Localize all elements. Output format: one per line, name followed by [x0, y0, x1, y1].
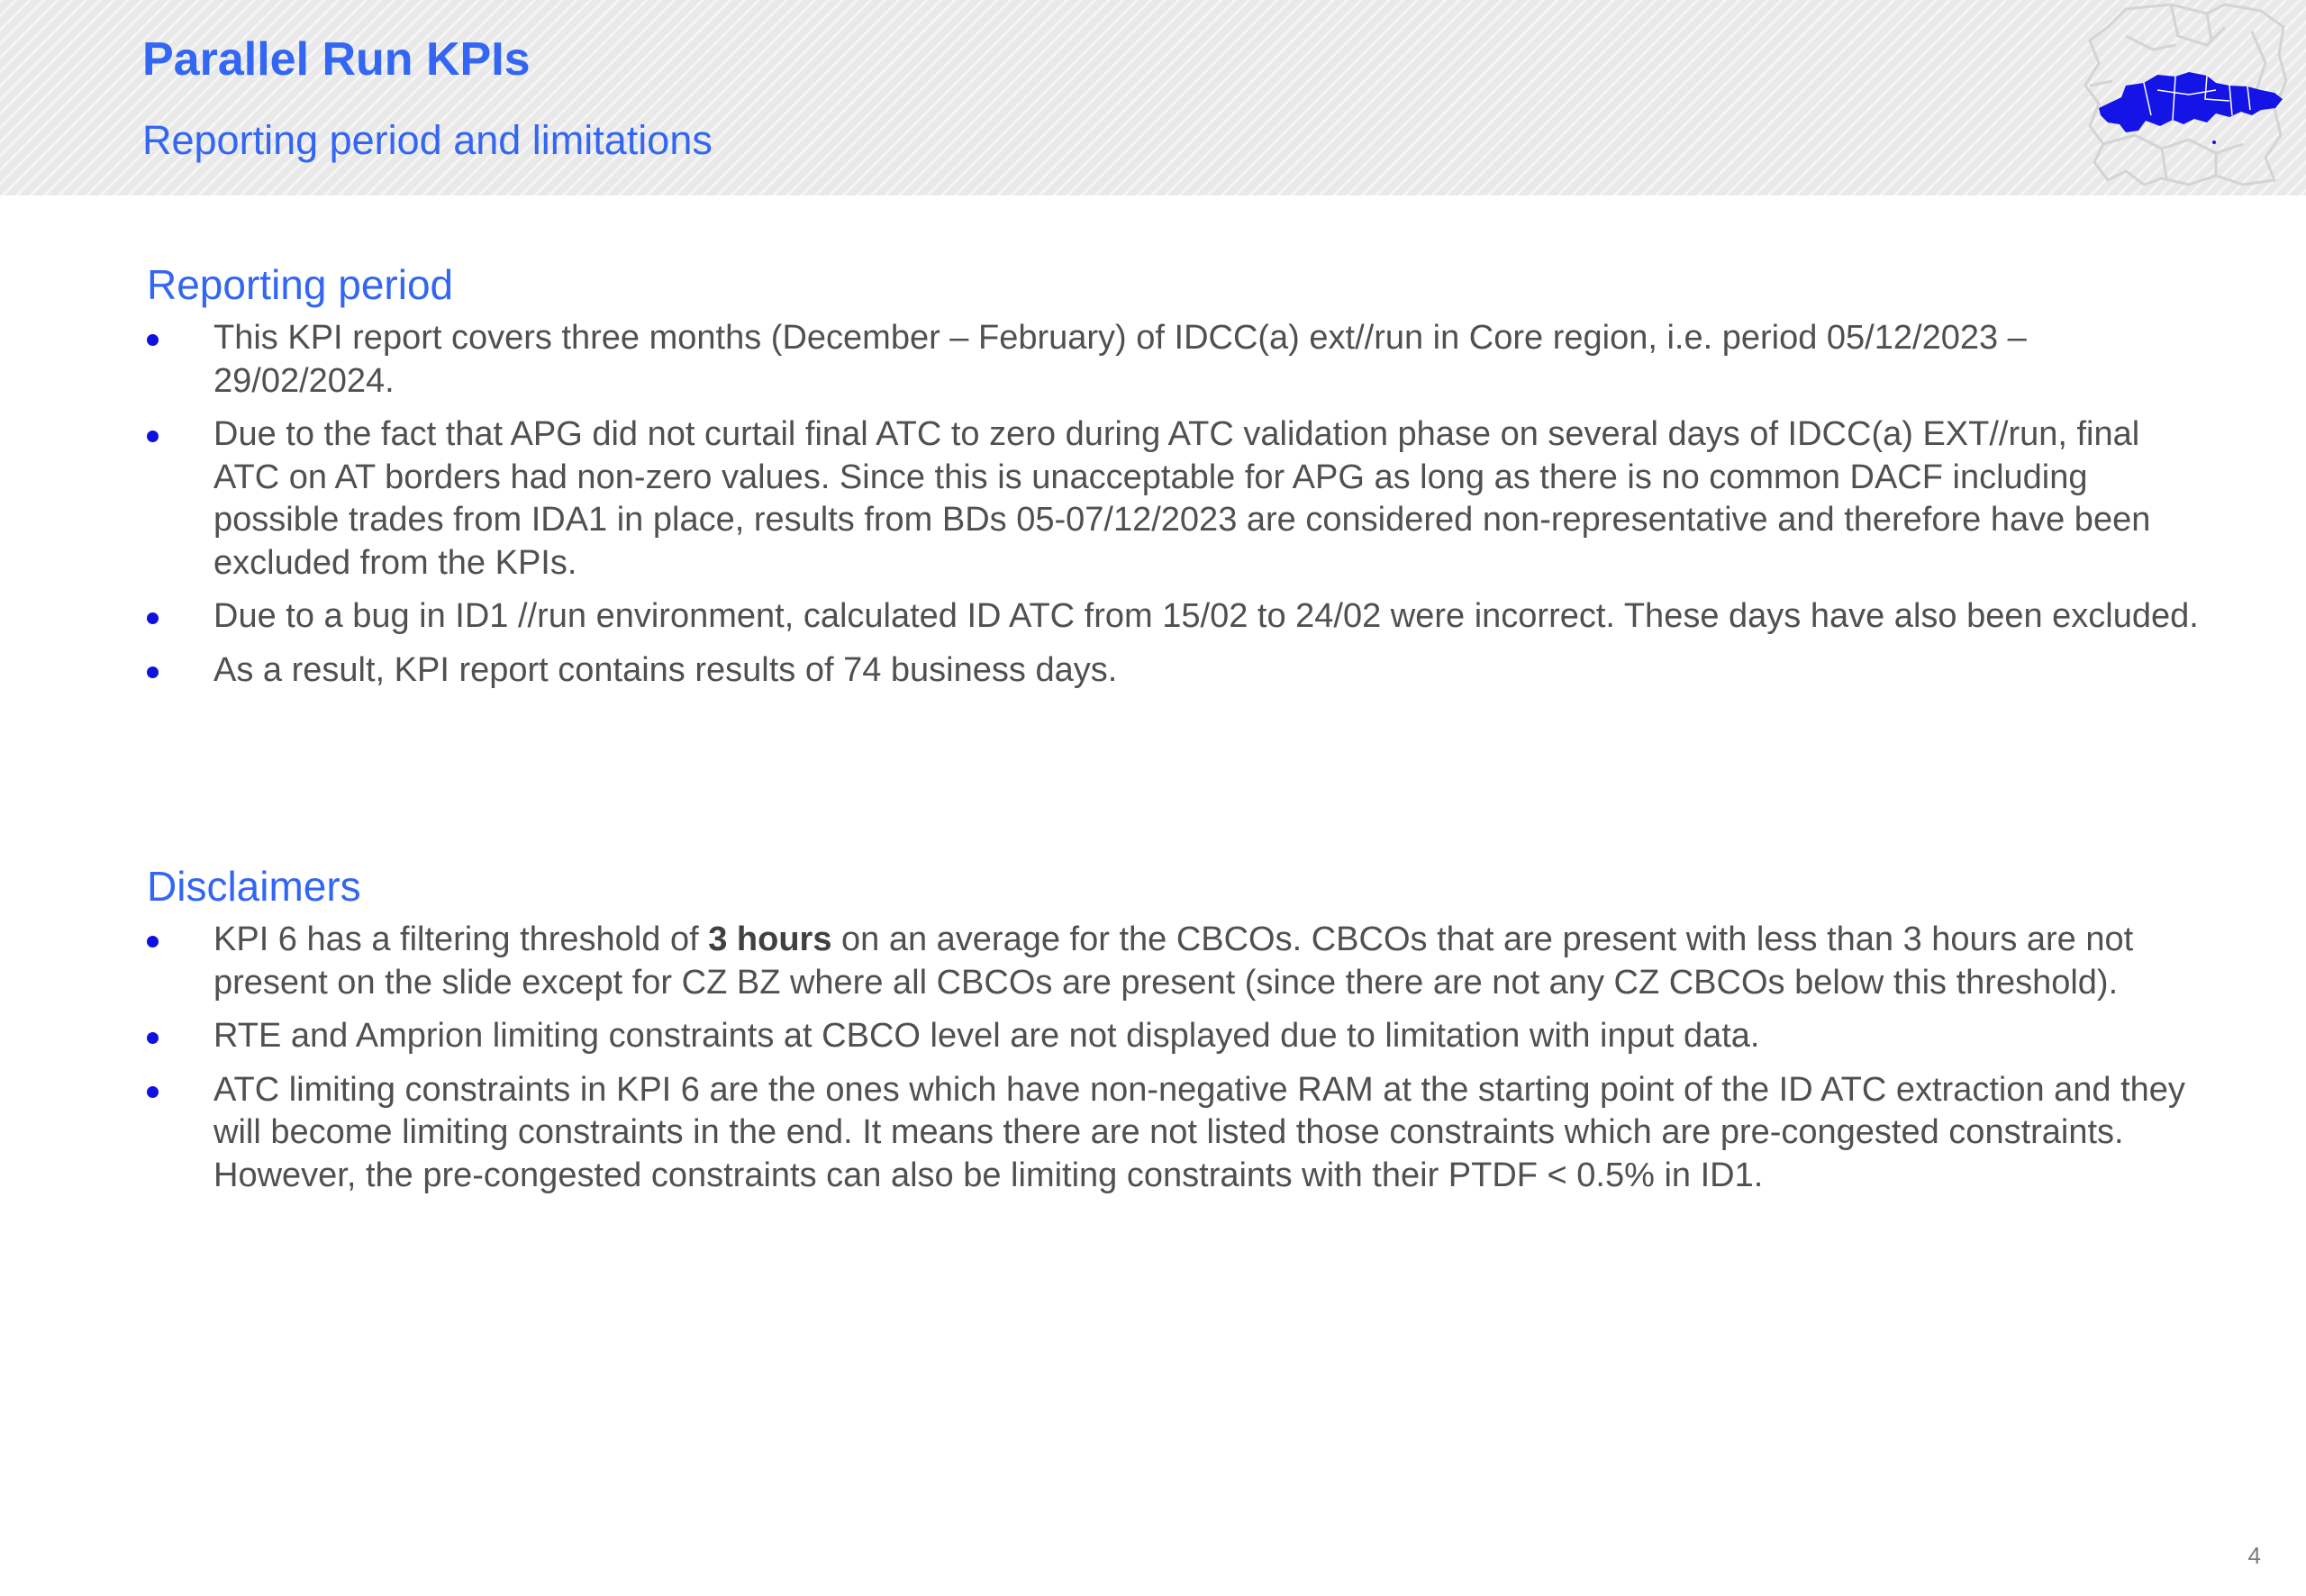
bullet-icon [147, 612, 159, 624]
bold-text: 3 hours [708, 920, 832, 958]
slide-header [0, 0, 2306, 195]
list-item [147, 1069, 2210, 1198]
bullet-text: Due to the fact that APG did not curtail final ATC to zero during ATC validation phase on several days of IDCC(a) EXT//run, final ATC on AT borders had non-zero values. Since this is unacceptable for APG as long as there is no common DACF including possible trades from IDA1 in place, results from BDs 05-07/12/2023 are considered non-representative and therefore have been excluded from the KPIs. [213, 415, 2151, 582]
bullet-icon [147, 1086, 159, 1098]
bullet-text: As a result, KPI report contains results of 74 business days. [213, 650, 1118, 689]
bullet-text: Due to a bug in ID1 //run environment, calculated ID ATC from 15/02 to 24/02 were incorrect. These days have also been excluded. [213, 597, 2199, 635]
section-heading: Reporting period [147, 261, 454, 308]
bullet-text: This KPI report covers three months (December – February) of IDCC(a) ext//run in Core region, i.e. period 05/12/2023 – 29/02/2024. [213, 319, 2027, 400]
list-item [147, 317, 2210, 403]
bullet-icon [147, 1032, 159, 1044]
bullet-text: RTE and Amprion limiting constraints at CBCO level are not displayed due to limitation with input data. [213, 1017, 1760, 1055]
list-item [147, 413, 2210, 585]
core-region-map-icon [2072, 0, 2288, 189]
bullet-icon [147, 334, 159, 346]
page-number: 4 [2247, 1542, 2261, 1569]
section-heading: Disclaimers [147, 863, 361, 910]
bullet-icon [147, 667, 159, 678]
list-item [147, 595, 2210, 639]
list-item [147, 649, 2210, 693]
bullet-icon [147, 936, 159, 948]
bullet-text: ATC limiting constraints in KPI 6 are the ones which have non-negative RAM at the starting point of the ID ATC extraction and they will become limiting constraints in the end. It means there are not listed those constraints which are pre-congested constraints. However, the pre-congested constraints can also be limiting constraints with their PTDF < 0.5% in ID1. [213, 1070, 2185, 1194]
reporting-period-section [147, 259, 2210, 703]
page-subtitle: Reporting period and limitations [142, 117, 713, 163]
bullet-icon [147, 431, 159, 442]
disclaimers-section [147, 861, 2210, 1208]
bullet-text: KPI 6 has a filtering threshold of 3 hours on an average for the CBCOs. CBCOs that are present with less than 3 hours are not present on the slide except for CZ BZ where all CBCOs are present (since there are not any CZ CBCOs below this threshold). [213, 920, 2134, 1002]
page-title: Parallel Run KPIs [142, 33, 531, 86]
list-item [147, 1015, 2210, 1058]
list-item [147, 919, 2210, 1004]
